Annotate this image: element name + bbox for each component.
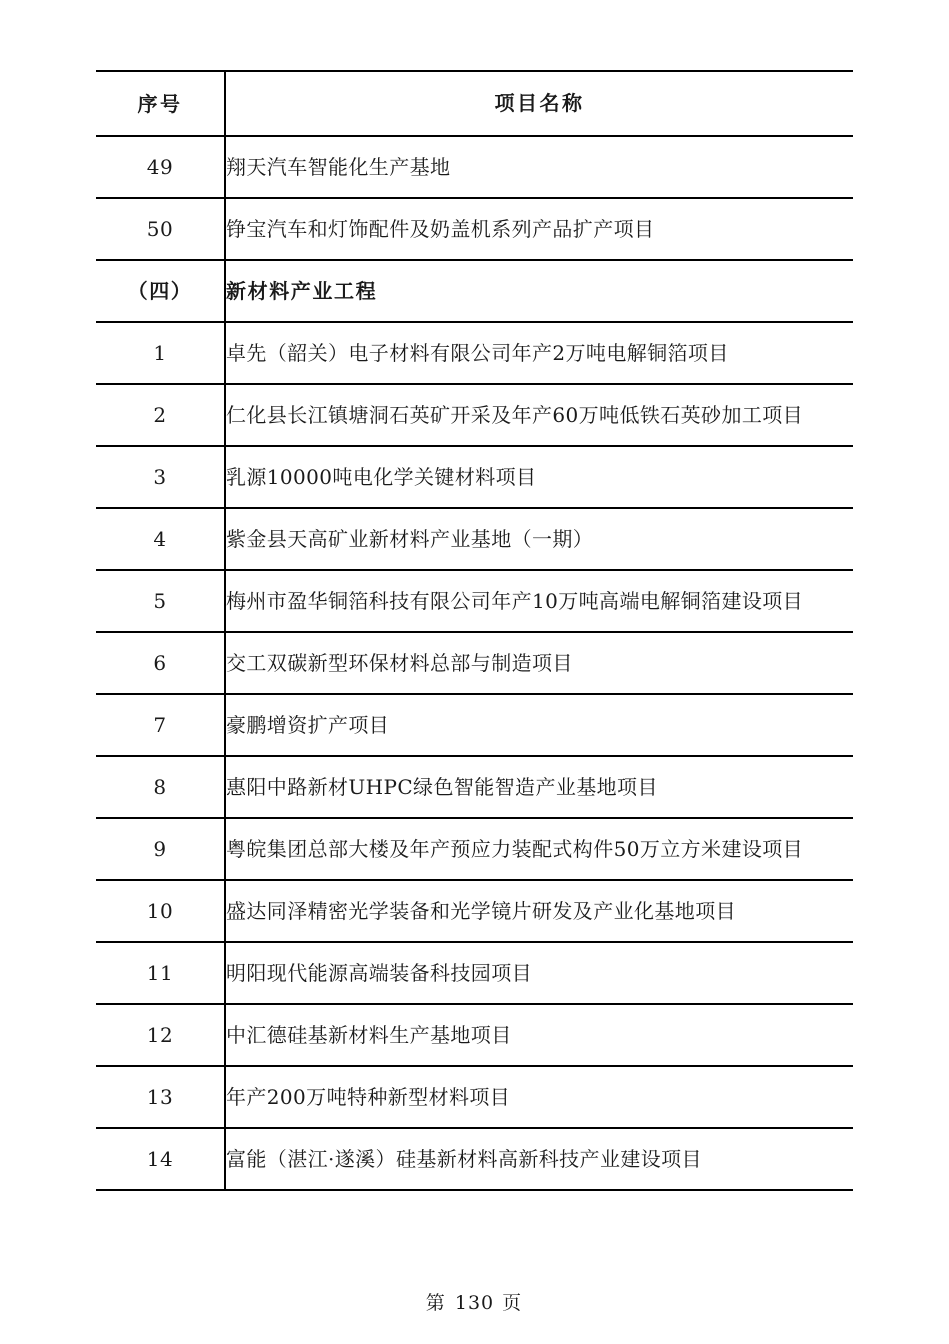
table-row	[96, 1066, 853, 1128]
row-project-name: 中汇德硅基新材料生产基地项目	[225, 1004, 853, 1066]
row-project-name: 交工双碳新型环保材料总部与制造项目	[225, 632, 853, 694]
table-row	[96, 570, 853, 632]
row-project-name: 仁化县长江镇塘洞石英矿开采及年产60万吨低铁石英砂加工项目	[225, 384, 853, 446]
row-serial-number: 50	[96, 198, 225, 260]
row-serial-number: 3	[96, 446, 225, 508]
page-footer	[0, 1288, 949, 1315]
project-list-table-container	[96, 70, 853, 1191]
row-serial-number: 49	[96, 136, 225, 198]
table-row	[96, 1128, 853, 1190]
row-serial-number: 7	[96, 694, 225, 756]
row-project-name: 富能（湛江·遂溪）硅基新材料高新科技产业建设项目	[225, 1128, 853, 1190]
row-project-name: 盛达同泽精密光学装备和光学镜片研发及产业化基地项目	[225, 880, 853, 942]
table-row	[96, 1004, 853, 1066]
row-project-name: 梅州市盈华铜箔科技有限公司年产10万吨高端电解铜箔建设项目	[225, 570, 853, 632]
column-header-no: 序号	[96, 71, 225, 136]
table-section-row	[96, 260, 853, 322]
row-project-name: 惠阳中路新材UHPC绿色智能智造产业基地项目	[225, 756, 853, 818]
table-row	[96, 198, 853, 260]
row-serial-number: 1	[96, 322, 225, 384]
table-row	[96, 508, 853, 570]
table-row	[96, 818, 853, 880]
footer-page-number: 130	[454, 1292, 495, 1314]
row-project-name: 明阳现代能源高端装备科技园项目	[225, 942, 853, 1004]
project-list-table	[96, 70, 853, 1191]
row-serial-number: 2	[96, 384, 225, 446]
row-serial-number: 11	[96, 942, 225, 1004]
table-row	[96, 384, 853, 446]
row-project-name: 铮宝汽车和灯饰配件及奶盖机系列产品扩产项目	[225, 198, 853, 260]
row-serial-number: 8	[96, 756, 225, 818]
footer-suffix: 页	[502, 1292, 524, 1314]
row-serial-number: 13	[96, 1066, 225, 1128]
row-serial-number: 5	[96, 570, 225, 632]
row-project-name: 新材料产业工程	[225, 260, 853, 322]
row-project-name: 豪鹏增资扩产项目	[225, 694, 853, 756]
row-project-name: 年产200万吨特种新型材料项目	[225, 1066, 853, 1128]
row-project-name: 紫金县天高矿业新材料产业基地（一期）	[225, 508, 853, 570]
column-header-name: 项目名称	[225, 71, 853, 136]
row-project-name: 乳源10000吨电化学关键材料项目	[225, 446, 853, 508]
row-project-name: 粤皖集团总部大楼及年产预应力装配式构件50万立方米建设项目	[225, 818, 853, 880]
table-row	[96, 756, 853, 818]
row-serial-number: 10	[96, 880, 225, 942]
row-project-name: 卓先（韶关）电子材料有限公司年产2万吨电解铜箔项目	[225, 322, 853, 384]
row-serial-number: 6	[96, 632, 225, 694]
row-serial-number: 9	[96, 818, 225, 880]
row-serial-number: 12	[96, 1004, 225, 1066]
table-row	[96, 322, 853, 384]
row-serial-number: 14	[96, 1128, 225, 1190]
row-serial-number: （四）	[96, 260, 225, 322]
row-serial-number: 4	[96, 508, 225, 570]
table-header-row	[96, 71, 853, 136]
table-body	[96, 71, 853, 1190]
table-row	[96, 880, 853, 942]
table-row	[96, 632, 853, 694]
table-row	[96, 942, 853, 1004]
table-row	[96, 446, 853, 508]
table-row	[96, 136, 853, 198]
row-project-name: 翔天汽车智能化生产基地	[225, 136, 853, 198]
footer-prefix: 第	[425, 1292, 447, 1314]
table-row	[96, 694, 853, 756]
